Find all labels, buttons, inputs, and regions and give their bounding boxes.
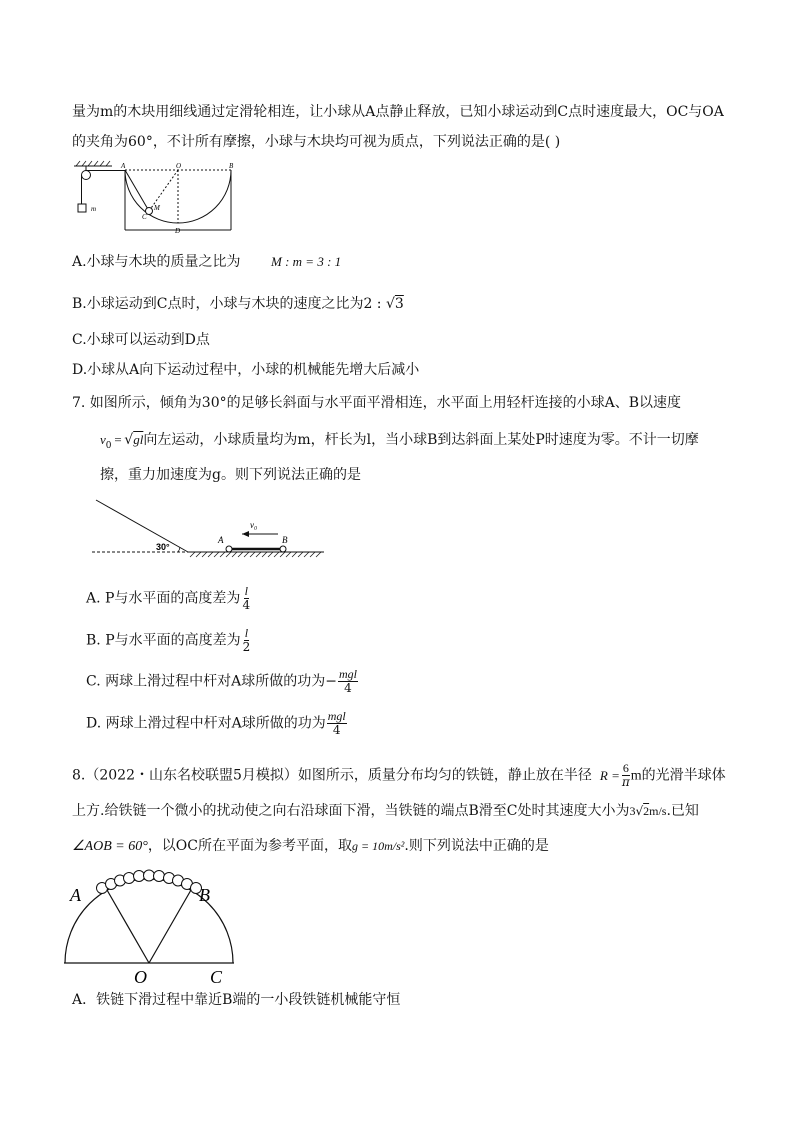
q6-option-c: C.小球可以运动到D点	[72, 332, 210, 348]
q8-angle: ∠AOB = 60°	[72, 839, 148, 854]
q7-v0-symbol: v	[100, 432, 106, 447]
q7-stem-line2-text: 向左运动，小球质量均为m，杆长为l，当小球B到达斜面上某处P时速度为零。不计一切摩	[143, 432, 699, 448]
q6-label-M: M	[154, 204, 160, 212]
q7-stem-line1: 7. 如图所示，倾角为30°的足够长斜面与水平面平滑相连，水平面上用轻杆连接的小球A、B以速度	[72, 395, 682, 411]
q8-g-expr: g = 10m/s²	[352, 839, 405, 853]
q6-label-D: D	[175, 227, 181, 235]
q7-option-c-text: C. 两球上滑过程中杆对A球所做的功为−	[86, 673, 337, 690]
q8-speed-unit: m/s	[649, 804, 667, 818]
q6-label-O: O	[176, 162, 182, 170]
q8-R-unit: m	[630, 768, 642, 784]
q7-label-A: A	[218, 535, 224, 545]
q8-stem-line3-end: .则下列说法中正确的是	[404, 838, 549, 854]
q7-v0-root: gl	[133, 432, 144, 447]
q6-option-b: B.小球运动到C点时，小球与木块的速度之比为2 : √3	[72, 296, 404, 312]
q8-speed-root: 2	[643, 804, 650, 818]
q8-stem-line3-mid: ，以OC所在平面为参考平面，取	[147, 838, 353, 854]
q8-label-O: O	[134, 967, 147, 987]
q8-stem-line1	[72, 762, 726, 789]
q6-label-B: B	[229, 162, 234, 170]
q7-option-c-fraction	[338, 668, 358, 695]
q7-figure	[92, 494, 332, 564]
q7-option-d-text: D. 两球上滑过程中杆对A球所做的功为	[86, 715, 326, 732]
q8-R-den: π	[621, 775, 630, 789]
q7-option-a-fraction	[241, 585, 251, 612]
q6-option-d: D.小球从A向下运动过程中，小球的机械能先增大后减小	[72, 362, 420, 378]
q7-option-a-den: 4	[242, 598, 251, 612]
q8-stem-line3	[72, 836, 549, 857]
q8-R-num: 6	[622, 761, 629, 775]
q7-option-c	[86, 668, 358, 695]
q6-option-a	[72, 252, 341, 272]
q8-figure	[62, 868, 302, 988]
q8-stem-line1-end: 的光滑半球体	[641, 767, 726, 784]
q8-R-fraction	[621, 762, 631, 789]
q7-option-b-den: 2	[242, 640, 251, 654]
q7-option-a-num: l	[244, 584, 248, 598]
q7-option-a-text: A. P与水平面的高度差为	[86, 590, 241, 607]
q7-v0-subscript: 0	[105, 440, 112, 451]
q8-speed-coef: 3	[629, 804, 636, 818]
q6-option-b-text: B.小球运动到C点时，小球与木块的速度之比为2 :	[72, 296, 386, 312]
q7-option-d-fraction	[327, 710, 347, 737]
q6-label-m: m	[91, 205, 97, 213]
q8-label-C: C	[210, 967, 223, 987]
q7-option-b-text: B. P与水平面的高度差为	[86, 632, 241, 649]
q7-option-c-num: mgl	[338, 667, 357, 681]
q7-option-d-num: mgl	[327, 709, 346, 723]
q8-stem-line1-text: 8.（2022・山东名校联盟5月模拟）如图所示，质量分布均匀的铁链，静止放在半径	[72, 767, 592, 784]
q8-R-symbol: R =	[599, 767, 620, 783]
q6-figure	[72, 160, 242, 240]
q7-label-B: B	[282, 535, 288, 545]
q8-option-a: A．铁链下滑过程中靠近B端的一小段铁链机械能守恒	[72, 992, 401, 1008]
q7-option-d	[86, 710, 347, 737]
q8-stem-line2-end: .已知	[666, 803, 699, 819]
q7-stem-line3: 擦，重力加速度为g。则下列说法正确的是	[100, 467, 361, 483]
q7-v0-equals: =	[113, 432, 123, 447]
q6-option-a-math: M : m = 3 : 1	[271, 254, 342, 269]
q7-option-a	[86, 585, 251, 612]
q6-stem-line1: 量为m的木块用细线通过定滑轮相连，让小球从A点静止释放，已知小球运动到C点时速度最大，OC与OA	[72, 104, 724, 120]
q6-stem-line2: 的夹角为60°，不计所有摩擦，小球与木块均可视为质点，下列说法正确的是( )	[72, 134, 561, 150]
q7-option-d-den: 4	[332, 723, 341, 737]
q8-label-B: B	[199, 885, 210, 905]
q8-stem-line2: 上方.给铁链一个微小的扰动使之向右沿球面下滑，当铁链的端点B滑至C处时其速度大小为3√2m/s.已知	[72, 803, 699, 819]
q7-option-b	[86, 627, 251, 654]
q7-angle-label: 30°	[156, 542, 170, 552]
q7-option-b-fraction	[242, 627, 252, 654]
q8-stem-line2-text: 上方.给铁链一个微小的扰动使之向右沿球面下滑，当铁链的端点B滑至C处时其速度大小为	[72, 803, 630, 819]
q7-stem-line2: $v_0 = √gl$向左运动，小球质量均为m，杆长为l，当小球B到达斜面上某处P时速度为零。不计一切摩	[100, 432, 699, 451]
q6-option-a-text: A.小球与木块的质量之比为	[72, 254, 241, 270]
q6-option-b-root: 3	[394, 296, 404, 312]
q7-option-c-den: 4	[344, 681, 352, 695]
q7-label-v0: v₀	[250, 520, 258, 530]
q8-label-A: A	[70, 885, 81, 905]
q6-label-C: C	[142, 213, 147, 221]
q7-option-b-num: l	[244, 626, 249, 640]
q6-label-A: A	[121, 162, 126, 170]
